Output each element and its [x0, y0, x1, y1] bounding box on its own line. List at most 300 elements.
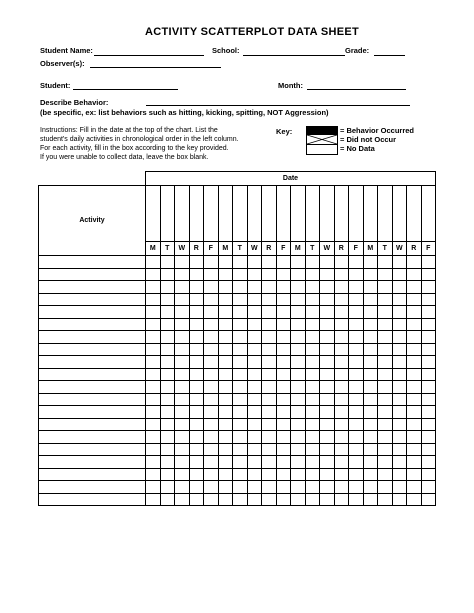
observation-cell[interactable] — [407, 306, 422, 319]
observation-cell[interactable] — [276, 393, 291, 406]
observation-cell[interactable] — [276, 281, 291, 294]
observation-cell[interactable] — [305, 418, 320, 431]
observation-cell[interactable] — [276, 268, 291, 281]
activity-cell[interactable] — [39, 368, 146, 381]
observation-cell[interactable] — [146, 431, 161, 444]
observation-cell[interactable] — [320, 368, 335, 381]
observation-cell[interactable] — [262, 331, 277, 344]
observation-cell[interactable] — [218, 393, 233, 406]
observation-cell[interactable] — [276, 343, 291, 356]
observation-cell[interactable] — [175, 306, 190, 319]
observation-cell[interactable] — [160, 456, 175, 469]
observation-cell[interactable] — [392, 481, 407, 494]
observation-cell[interactable] — [320, 381, 335, 394]
observation-cell[interactable] — [175, 468, 190, 481]
observation-cell[interactable] — [291, 468, 306, 481]
observation-cell[interactable] — [160, 306, 175, 319]
observation-cell[interactable] — [407, 493, 422, 506]
observation-cell[interactable] — [378, 293, 393, 306]
observation-cell[interactable] — [160, 318, 175, 331]
observation-cell[interactable] — [146, 268, 161, 281]
observation-cell[interactable] — [276, 468, 291, 481]
observation-cell[interactable] — [320, 481, 335, 494]
observation-cell[interactable] — [146, 293, 161, 306]
observation-cell[interactable] — [189, 268, 204, 281]
observation-cell[interactable] — [320, 293, 335, 306]
date-cell[interactable] — [363, 186, 378, 242]
observation-cell[interactable] — [204, 318, 219, 331]
observation-cell[interactable] — [392, 343, 407, 356]
observation-cell[interactable] — [247, 418, 262, 431]
observation-cell[interactable] — [334, 406, 349, 419]
observation-cell[interactable] — [189, 306, 204, 319]
observation-cell[interactable] — [262, 343, 277, 356]
observation-cell[interactable] — [421, 406, 436, 419]
observation-cell[interactable] — [276, 431, 291, 444]
observation-cell[interactable] — [189, 393, 204, 406]
school-field[interactable] — [243, 55, 345, 56]
describe-behavior-field[interactable] — [146, 105, 410, 106]
observation-cell[interactable] — [189, 343, 204, 356]
observation-cell[interactable] — [334, 431, 349, 444]
observation-cell[interactable] — [276, 381, 291, 394]
observation-cell[interactable] — [160, 268, 175, 281]
observation-cell[interactable] — [189, 468, 204, 481]
observation-cell[interactable] — [392, 293, 407, 306]
observation-cell[interactable] — [363, 481, 378, 494]
observation-cell[interactable] — [175, 318, 190, 331]
observation-cell[interactable] — [175, 393, 190, 406]
observation-cell[interactable] — [421, 393, 436, 406]
observation-cell[interactable] — [160, 481, 175, 494]
observation-cell[interactable] — [378, 281, 393, 294]
observation-cell[interactable] — [305, 368, 320, 381]
observation-cell[interactable] — [320, 406, 335, 419]
observation-cell[interactable] — [189, 481, 204, 494]
observation-cell[interactable] — [233, 431, 248, 444]
observation-cell[interactable] — [378, 306, 393, 319]
observation-cell[interactable] — [262, 281, 277, 294]
observation-cell[interactable] — [146, 393, 161, 406]
observation-cell[interactable] — [276, 256, 291, 269]
date-cell[interactable] — [392, 186, 407, 242]
observation-cell[interactable] — [146, 331, 161, 344]
observation-cell[interactable] — [204, 381, 219, 394]
observation-cell[interactable] — [247, 381, 262, 394]
observation-cell[interactable] — [407, 468, 422, 481]
observation-cell[interactable] — [247, 406, 262, 419]
observation-cell[interactable] — [218, 293, 233, 306]
observation-cell[interactable] — [407, 393, 422, 406]
observation-cell[interactable] — [276, 443, 291, 456]
observation-cell[interactable] — [218, 381, 233, 394]
observation-cell[interactable] — [146, 456, 161, 469]
observation-cell[interactable] — [247, 268, 262, 281]
observation-cell[interactable] — [262, 418, 277, 431]
observation-cell[interactable] — [291, 431, 306, 444]
observation-cell[interactable] — [378, 493, 393, 506]
observation-cell[interactable] — [218, 331, 233, 344]
observation-cell[interactable] — [349, 331, 364, 344]
observation-cell[interactable] — [305, 406, 320, 419]
observation-cell[interactable] — [349, 256, 364, 269]
observation-cell[interactable] — [349, 406, 364, 419]
observation-cell[interactable] — [349, 343, 364, 356]
activity-cell[interactable] — [39, 431, 146, 444]
observation-cell[interactable] — [305, 343, 320, 356]
observation-cell[interactable] — [175, 418, 190, 431]
activity-cell[interactable] — [39, 306, 146, 319]
observation-cell[interactable] — [378, 331, 393, 344]
observation-cell[interactable] — [175, 381, 190, 394]
observation-cell[interactable] — [320, 281, 335, 294]
observation-cell[interactable] — [334, 481, 349, 494]
observation-cell[interactable] — [320, 431, 335, 444]
observation-cell[interactable] — [392, 356, 407, 369]
observation-cell[interactable] — [334, 281, 349, 294]
observation-cell[interactable] — [378, 481, 393, 494]
observation-cell[interactable] — [363, 343, 378, 356]
observation-cell[interactable] — [175, 456, 190, 469]
observation-cell[interactable] — [291, 293, 306, 306]
observation-cell[interactable] — [233, 368, 248, 381]
observation-cell[interactable] — [320, 356, 335, 369]
observation-cell[interactable] — [421, 456, 436, 469]
observation-cell[interactable] — [189, 256, 204, 269]
observation-cell[interactable] — [363, 331, 378, 344]
observation-cell[interactable] — [204, 493, 219, 506]
observation-cell[interactable] — [378, 468, 393, 481]
observation-cell[interactable] — [407, 331, 422, 344]
observation-cell[interactable] — [363, 418, 378, 431]
observation-cell[interactable] — [247, 456, 262, 469]
month-field[interactable] — [307, 89, 406, 90]
observation-cell[interactable] — [305, 393, 320, 406]
observation-cell[interactable] — [305, 318, 320, 331]
observation-cell[interactable] — [334, 493, 349, 506]
observation-cell[interactable] — [175, 443, 190, 456]
observation-cell[interactable] — [233, 406, 248, 419]
observation-cell[interactable] — [160, 356, 175, 369]
observation-cell[interactable] — [378, 268, 393, 281]
observation-cell[interactable] — [218, 493, 233, 506]
date-cell[interactable] — [349, 186, 364, 242]
observation-cell[interactable] — [392, 268, 407, 281]
date-cell[interactable] — [407, 186, 422, 242]
observation-cell[interactable] — [233, 281, 248, 294]
observation-cell[interactable] — [262, 468, 277, 481]
observers-field[interactable] — [90, 67, 221, 68]
observation-cell[interactable] — [189, 443, 204, 456]
observation-cell[interactable] — [305, 381, 320, 394]
observation-cell[interactable] — [146, 493, 161, 506]
observation-cell[interactable] — [320, 256, 335, 269]
activity-cell[interactable] — [39, 381, 146, 394]
observation-cell[interactable] — [204, 356, 219, 369]
observation-cell[interactable] — [320, 456, 335, 469]
date-cell[interactable] — [189, 186, 204, 242]
observation-cell[interactable] — [146, 443, 161, 456]
observation-cell[interactable] — [247, 343, 262, 356]
observation-cell[interactable] — [189, 318, 204, 331]
activity-cell[interactable] — [39, 481, 146, 494]
observation-cell[interactable] — [218, 406, 233, 419]
observation-cell[interactable] — [421, 493, 436, 506]
observation-cell[interactable] — [262, 381, 277, 394]
observation-cell[interactable] — [421, 343, 436, 356]
student-field[interactable] — [73, 89, 178, 90]
observation-cell[interactable] — [146, 281, 161, 294]
observation-cell[interactable] — [334, 418, 349, 431]
observation-cell[interactable] — [189, 493, 204, 506]
observation-cell[interactable] — [320, 268, 335, 281]
observation-cell[interactable] — [233, 268, 248, 281]
observation-cell[interactable] — [392, 368, 407, 381]
observation-cell[interactable] — [305, 356, 320, 369]
observation-cell[interactable] — [233, 256, 248, 269]
observation-cell[interactable] — [421, 256, 436, 269]
observation-cell[interactable] — [392, 331, 407, 344]
observation-cell[interactable] — [421, 268, 436, 281]
observation-cell[interactable] — [218, 468, 233, 481]
observation-cell[interactable] — [233, 481, 248, 494]
observation-cell[interactable] — [305, 443, 320, 456]
observation-cell[interactable] — [160, 281, 175, 294]
observation-cell[interactable] — [175, 431, 190, 444]
observation-cell[interactable] — [218, 368, 233, 381]
date-cell[interactable] — [160, 186, 175, 242]
activity-cell[interactable] — [39, 443, 146, 456]
observation-cell[interactable] — [349, 481, 364, 494]
observation-cell[interactable] — [204, 306, 219, 319]
observation-cell[interactable] — [160, 431, 175, 444]
observation-cell[interactable] — [204, 431, 219, 444]
observation-cell[interactable] — [363, 318, 378, 331]
observation-cell[interactable] — [407, 356, 422, 369]
observation-cell[interactable] — [262, 456, 277, 469]
observation-cell[interactable] — [160, 343, 175, 356]
observation-cell[interactable] — [276, 481, 291, 494]
observation-cell[interactable] — [334, 256, 349, 269]
observation-cell[interactable] — [175, 343, 190, 356]
observation-cell[interactable] — [392, 493, 407, 506]
observation-cell[interactable] — [218, 281, 233, 294]
observation-cell[interactable] — [407, 318, 422, 331]
date-cell[interactable] — [233, 186, 248, 242]
observation-cell[interactable] — [363, 281, 378, 294]
observation-cell[interactable] — [349, 356, 364, 369]
observation-cell[interactable] — [334, 443, 349, 456]
observation-cell[interactable] — [247, 493, 262, 506]
observation-cell[interactable] — [204, 418, 219, 431]
observation-cell[interactable] — [146, 368, 161, 381]
observation-cell[interactable] — [262, 256, 277, 269]
observation-cell[interactable] — [363, 431, 378, 444]
observation-cell[interactable] — [305, 256, 320, 269]
observation-cell[interactable] — [233, 318, 248, 331]
observation-cell[interactable] — [392, 281, 407, 294]
observation-cell[interactable] — [262, 268, 277, 281]
student-name-field[interactable] — [94, 55, 204, 56]
observation-cell[interactable] — [189, 431, 204, 444]
date-cell[interactable] — [378, 186, 393, 242]
observation-cell[interactable] — [276, 368, 291, 381]
observation-cell[interactable] — [349, 318, 364, 331]
observation-cell[interactable] — [421, 443, 436, 456]
observation-cell[interactable] — [160, 293, 175, 306]
observation-cell[interactable] — [146, 481, 161, 494]
observation-cell[interactable] — [262, 481, 277, 494]
activity-cell[interactable] — [39, 493, 146, 506]
observation-cell[interactable] — [160, 443, 175, 456]
observation-cell[interactable] — [392, 256, 407, 269]
activity-cell[interactable] — [39, 293, 146, 306]
observation-cell[interactable] — [175, 406, 190, 419]
observation-cell[interactable] — [233, 381, 248, 394]
observation-cell[interactable] — [233, 443, 248, 456]
observation-cell[interactable] — [175, 331, 190, 344]
observation-cell[interactable] — [363, 306, 378, 319]
observation-cell[interactable] — [189, 356, 204, 369]
observation-cell[interactable] — [160, 331, 175, 344]
observation-cell[interactable] — [218, 256, 233, 269]
observation-cell[interactable] — [262, 293, 277, 306]
observation-cell[interactable] — [363, 381, 378, 394]
observation-cell[interactable] — [378, 368, 393, 381]
date-cell[interactable] — [146, 186, 161, 242]
observation-cell[interactable] — [218, 356, 233, 369]
observation-cell[interactable] — [146, 381, 161, 394]
observation-cell[interactable] — [305, 431, 320, 444]
observation-cell[interactable] — [363, 268, 378, 281]
observation-cell[interactable] — [233, 456, 248, 469]
observation-cell[interactable] — [407, 431, 422, 444]
observation-cell[interactable] — [291, 306, 306, 319]
observation-cell[interactable] — [276, 331, 291, 344]
observation-cell[interactable] — [204, 456, 219, 469]
observation-cell[interactable] — [320, 306, 335, 319]
observation-cell[interactable] — [160, 393, 175, 406]
observation-cell[interactable] — [407, 456, 422, 469]
observation-cell[interactable] — [175, 293, 190, 306]
observation-cell[interactable] — [320, 318, 335, 331]
activity-cell[interactable] — [39, 343, 146, 356]
observation-cell[interactable] — [146, 468, 161, 481]
observation-cell[interactable] — [175, 356, 190, 369]
observation-cell[interactable] — [160, 406, 175, 419]
observation-cell[interactable] — [349, 456, 364, 469]
observation-cell[interactable] — [233, 418, 248, 431]
observation-cell[interactable] — [218, 318, 233, 331]
observation-cell[interactable] — [407, 406, 422, 419]
observation-cell[interactable] — [421, 431, 436, 444]
observation-cell[interactable] — [146, 418, 161, 431]
observation-cell[interactable] — [421, 481, 436, 494]
observation-cell[interactable] — [349, 368, 364, 381]
observation-cell[interactable] — [276, 306, 291, 319]
date-cell[interactable] — [218, 186, 233, 242]
observation-cell[interactable] — [204, 343, 219, 356]
observation-cell[interactable] — [146, 343, 161, 356]
observation-cell[interactable] — [291, 356, 306, 369]
observation-cell[interactable] — [233, 356, 248, 369]
observation-cell[interactable] — [334, 268, 349, 281]
observation-cell[interactable] — [262, 393, 277, 406]
observation-cell[interactable] — [276, 356, 291, 369]
observation-cell[interactable] — [175, 268, 190, 281]
observation-cell[interactable] — [291, 381, 306, 394]
observation-cell[interactable] — [305, 481, 320, 494]
activity-cell[interactable] — [39, 456, 146, 469]
observation-cell[interactable] — [305, 493, 320, 506]
observation-cell[interactable] — [334, 293, 349, 306]
observation-cell[interactable] — [378, 318, 393, 331]
observation-cell[interactable] — [305, 456, 320, 469]
observation-cell[interactable] — [349, 418, 364, 431]
observation-cell[interactable] — [392, 306, 407, 319]
observation-cell[interactable] — [378, 393, 393, 406]
observation-cell[interactable] — [204, 481, 219, 494]
observation-cell[interactable] — [291, 443, 306, 456]
observation-cell[interactable] — [378, 356, 393, 369]
observation-cell[interactable] — [247, 281, 262, 294]
observation-cell[interactable] — [320, 443, 335, 456]
observation-cell[interactable] — [189, 281, 204, 294]
observation-cell[interactable] — [291, 268, 306, 281]
observation-cell[interactable] — [392, 418, 407, 431]
observation-cell[interactable] — [305, 331, 320, 344]
observation-cell[interactable] — [320, 343, 335, 356]
observation-cell[interactable] — [276, 456, 291, 469]
observation-cell[interactable] — [233, 306, 248, 319]
observation-cell[interactable] — [276, 293, 291, 306]
observation-cell[interactable] — [233, 493, 248, 506]
observation-cell[interactable] — [305, 268, 320, 281]
observation-cell[interactable] — [334, 381, 349, 394]
observation-cell[interactable] — [160, 468, 175, 481]
observation-cell[interactable] — [204, 268, 219, 281]
observation-cell[interactable] — [218, 456, 233, 469]
observation-cell[interactable] — [175, 368, 190, 381]
observation-cell[interactable] — [247, 431, 262, 444]
observation-cell[interactable] — [189, 418, 204, 431]
observation-cell[interactable] — [175, 493, 190, 506]
observation-cell[interactable] — [276, 493, 291, 506]
observation-cell[interactable] — [305, 468, 320, 481]
observation-cell[interactable] — [407, 256, 422, 269]
date-cell[interactable] — [320, 186, 335, 242]
observation-cell[interactable] — [204, 331, 219, 344]
observation-cell[interactable] — [262, 356, 277, 369]
observation-cell[interactable] — [204, 443, 219, 456]
observation-cell[interactable] — [262, 431, 277, 444]
observation-cell[interactable] — [204, 393, 219, 406]
observation-cell[interactable] — [247, 318, 262, 331]
observation-cell[interactable] — [291, 368, 306, 381]
observation-cell[interactable] — [291, 318, 306, 331]
observation-cell[interactable] — [407, 368, 422, 381]
observation-cell[interactable] — [291, 418, 306, 431]
observation-cell[interactable] — [334, 393, 349, 406]
observation-cell[interactable] — [378, 381, 393, 394]
observation-cell[interactable] — [378, 456, 393, 469]
activity-cell[interactable] — [39, 356, 146, 369]
observation-cell[interactable] — [421, 331, 436, 344]
observation-cell[interactable] — [146, 318, 161, 331]
observation-cell[interactable] — [363, 393, 378, 406]
observation-cell[interactable] — [291, 256, 306, 269]
observation-cell[interactable] — [334, 331, 349, 344]
